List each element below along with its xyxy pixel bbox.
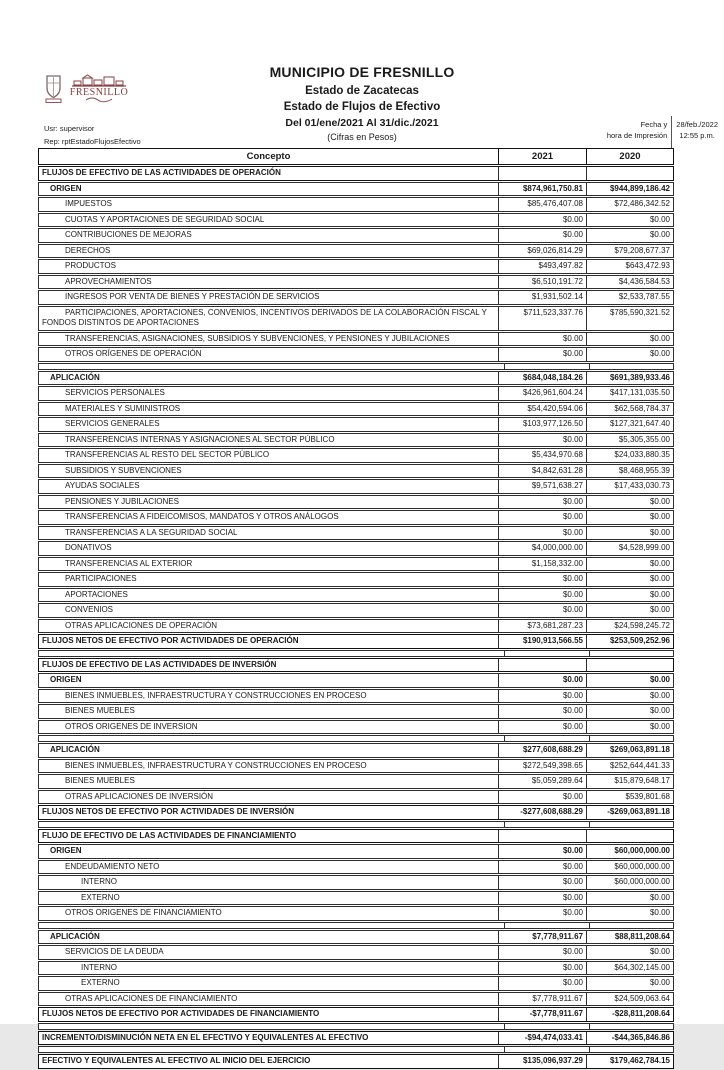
concept-cell: TRANSFERENCIAS AL EXTERIOR: [65, 558, 193, 568]
value-2021-cell: [504, 822, 589, 827]
value-2021-cell: $0.00: [498, 348, 586, 361]
table-row: [38, 275, 674, 290]
value-2020-cell: $2,533,787.55: [586, 291, 673, 304]
concept-cell: FLUJOS DE EFECTIVO DE LAS ACTIVIDADES DE OPERACIÓN: [42, 168, 281, 177]
cash-flow-table: [38, 148, 674, 1070]
concept-cell: MATERIALES Y SUMINISTROS: [65, 403, 181, 413]
value-2021-cell: $0.00: [498, 721, 586, 734]
column-header-2020: 2020: [586, 149, 673, 164]
table-row: [38, 961, 674, 976]
concept-cell: PENSIONES Y JUBILACIONES: [65, 496, 179, 506]
concept-cell: [39, 651, 504, 656]
value-2020-cell: $417,131,035.50: [586, 387, 673, 400]
concept-cell: [39, 923, 504, 928]
concept-cell: FLUJO DE EFECTIVO DE LAS ACTIVIDADES DE FINANCIAMIENTO: [42, 830, 297, 840]
cifras-note: (Cifras en Pesos): [327, 132, 397, 143]
value-2020-cell: $17,433,030.73: [586, 480, 673, 493]
column-header-2021: 2021: [498, 149, 586, 164]
value-2020-cell: $0.00: [586, 348, 673, 361]
table-row: [38, 526, 674, 541]
value-2021-cell: $277,608,688.29: [498, 744, 586, 757]
table-row: [38, 557, 674, 572]
value-2021-cell: $493,497.82: [498, 260, 586, 273]
value-2021-cell: $0.00: [498, 861, 586, 874]
table-row: [38, 228, 674, 243]
concept-cell: OTROS ORÍGENES DE OPERACIÓN: [65, 349, 202, 358]
value-2021-cell: $0.00: [498, 946, 586, 959]
concept-cell: INTERNO: [81, 877, 117, 886]
value-2020-cell: [589, 1047, 673, 1052]
user-label: Usr: supervisor: [44, 124, 95, 133]
table-row: [38, 433, 674, 448]
concept-cell: EXTERNO: [81, 892, 120, 902]
table-row: [38, 906, 674, 921]
value-2020-cell: [589, 923, 673, 928]
concept-cell: [39, 364, 504, 369]
table-row: [38, 371, 674, 386]
value-2020-cell: $0.00: [586, 977, 673, 990]
value-2020-cell: $252,644,441.33: [586, 760, 673, 773]
concept-cell: AYUDAS SOCIALES: [65, 481, 140, 490]
value-2020-cell: $24,598,245.72: [586, 620, 673, 633]
value-2021-cell: $0.00: [498, 527, 586, 540]
table-row: [38, 479, 674, 494]
table-row: [38, 634, 674, 649]
value-2020-cell: [589, 651, 673, 656]
value-2020-cell: $0.00: [586, 674, 673, 687]
value-2020-cell: $64,302,145.00: [586, 962, 673, 975]
table-row: [38, 689, 674, 704]
concept-cell: EXTERNO: [81, 978, 120, 987]
concept-cell: FLUJOS NETOS DE EFECTIVO POR ACTIVIDADES DE FINANCIAMIENTO: [42, 1009, 320, 1018]
value-2020-cell: $0.00: [586, 946, 673, 959]
table-row: [38, 829, 674, 844]
value-2021-cell: $0.00: [498, 229, 586, 242]
table-body: [38, 166, 674, 1069]
table-row: [38, 805, 674, 820]
value-2021-cell: $0.00: [498, 604, 586, 617]
value-2020-cell: $179,462,784.15: [586, 1055, 673, 1068]
concept-cell: APORTACIONES: [65, 589, 128, 599]
value-2021-cell: $0.00: [498, 705, 586, 718]
table-row: [38, 197, 674, 212]
value-2021-cell: $85,476,407.08: [498, 198, 586, 211]
value-2020-cell: $269,063,891.18: [586, 744, 673, 757]
concept-cell: CUOTAS Y APORTACIONES DE SEGURIDAD SOCIAL: [65, 214, 265, 224]
value-2021-cell: $7,778,911.67: [498, 931, 586, 944]
value-2021-cell: $0.00: [498, 674, 586, 687]
value-2021-cell: [504, 364, 589, 369]
value-2020-cell: [589, 1024, 673, 1029]
table-row: [38, 306, 674, 331]
value-2020-cell: $24,033,880.35: [586, 449, 673, 462]
value-2020-cell: $0.00: [586, 496, 673, 509]
print-date-block: [607, 116, 720, 151]
table-row: [38, 945, 674, 960]
value-2021-cell: $69,026,814.29: [498, 245, 586, 258]
value-2021-cell: $73,681,287.23: [498, 620, 586, 633]
value-2021-cell: $135,096,937.29: [498, 1055, 586, 1068]
value-2021-cell: $0.00: [498, 876, 586, 889]
table-row: [38, 1007, 674, 1022]
value-2020-cell: -$28,811,208.64: [586, 1008, 673, 1021]
spacer-row: [38, 1046, 674, 1053]
value-2020-cell: $0.00: [586, 511, 673, 524]
value-2021-cell: -$277,608,688.29: [498, 806, 586, 819]
concept-cell: TRANSFERENCIAS A FIDEICOMISOS, MANDATOS Y OTROS ANÁLOGOS: [65, 512, 339, 521]
concept-cell: OTROS ORIGENES DE INVERSION: [65, 721, 198, 731]
table-row: [38, 290, 674, 305]
value-2020-cell: $0.00: [586, 214, 673, 227]
value-2020-cell: $88,811,208.64: [586, 931, 673, 944]
concept-cell: INTERNO: [81, 962, 117, 972]
concept-cell: CONVENIOS: [65, 605, 114, 614]
value-2021-cell: $1,931,502.14: [498, 291, 586, 304]
value-2020-cell: $5,305,355.00: [586, 434, 673, 447]
table-row: [38, 875, 674, 890]
table-row: [38, 992, 674, 1007]
value-2020-cell: $691,389,933.46: [586, 372, 673, 385]
value-2021-cell: $54,420,594.06: [498, 403, 586, 416]
concept-cell: DERECHOS: [65, 245, 111, 255]
value-2021-cell: [498, 167, 586, 180]
value-2021-cell: $426,961,604.24: [498, 387, 586, 400]
table-row: [38, 844, 674, 859]
value-2021-cell: $0.00: [498, 573, 586, 586]
value-2021-cell: $6,510,191.72: [498, 276, 586, 289]
concept-cell: TRANSFERENCIAS INTERNAS Y ASIGNACIONES AL SECTOR PÚBLICO: [65, 434, 335, 444]
value-2020-cell: $0.00: [586, 589, 673, 602]
table-row: [38, 704, 674, 719]
concept-cell: [39, 1024, 504, 1029]
concept-cell: PARTICIPACIONES: [65, 574, 137, 583]
table-row: [38, 166, 674, 181]
value-2020-cell: $0.00: [586, 705, 673, 718]
table-row: [38, 259, 674, 274]
report-meta: [44, 122, 141, 148]
concept-cell: TRANSFERENCIAS AL RESTO DEL SECTOR PÚBLICO: [65, 450, 270, 459]
concept-cell: BIENES INMUEBLES, INFRAESTRUCTURA Y CONSTRUCCIONES EN PROCESO: [65, 690, 367, 700]
value-2020-cell: $24,509,063.64: [586, 993, 673, 1006]
value-2020-cell: [589, 364, 673, 369]
value-2020-cell: [586, 167, 673, 180]
value-2021-cell: $0.00: [498, 977, 586, 990]
table-row: [38, 860, 674, 875]
table-row: [38, 603, 674, 618]
value-2021-cell: $5,059,289.64: [498, 775, 586, 788]
concept-cell: APROVECHAMIENTOS: [65, 276, 152, 286]
table-row: [38, 448, 674, 463]
page-title: MUNICIPIO DE FRESNILLO: [269, 64, 455, 80]
concept-cell: PRODUCTOS: [65, 261, 116, 270]
value-2021-cell: $0.00: [498, 907, 586, 920]
concept-cell: TRANSFERENCIAS, ASIGNACIONES, SUBSIDIOS Y SUBVENCIONES, Y PENSIONES Y JUBILACIONES: [65, 333, 450, 343]
table-row: [38, 417, 674, 432]
table-row: [38, 244, 674, 259]
value-2021-cell: $4,842,631.28: [498, 465, 586, 478]
value-2021-cell: $0.00: [498, 589, 586, 602]
value-2021-cell: $190,913,566.55: [498, 635, 586, 648]
value-2020-cell: $944,899,186.42: [586, 183, 673, 196]
concept-cell: BIENES MUEBLES: [65, 706, 135, 715]
report-label: Rep: rptEstadoFlujosEfectivo: [44, 137, 141, 146]
concept-cell: FLUJOS DE EFECTIVO DE LAS ACTIVIDADES DE INVERSIÓN: [42, 659, 277, 669]
concept-cell: SUBSIDIOS Y SUBVENCIONES: [65, 465, 182, 475]
value-2020-cell: $0.00: [586, 558, 673, 571]
table-row: [38, 658, 674, 673]
report-period: Del 01/ene/2021 Al 31/dic./2021: [285, 117, 439, 130]
value-2020-cell: $643,472.93: [586, 260, 673, 273]
table-row: [38, 332, 674, 347]
concept-cell: PARTICIPACIONES, APORTACIONES, CONVENIOS, INCENTIVOS DERIVADOS DE LA COLABORACIÓN FISCAL Y FONDOS DISTINTOS DE APORTACIONES: [42, 307, 487, 327]
table-row: [38, 891, 674, 906]
value-2021-cell: -$94,474,033.41: [498, 1032, 586, 1045]
concept-cell: OTRAS APLICACIONES DE FINANCIAMIENTO: [65, 993, 238, 1003]
value-2020-cell: $0.00: [586, 333, 673, 346]
value-2020-cell: $60,000,000.00: [586, 876, 673, 889]
concept-cell: BIENES INMUEBLES, INFRAESTRUCTURA Y CONSTRUCCIONES EN PROCESO: [65, 760, 367, 770]
table-row: [38, 510, 674, 525]
value-2021-cell: $9,571,638.27: [498, 480, 586, 493]
table-row: [38, 347, 674, 362]
concept-cell: APLICACIÓN: [50, 931, 100, 941]
concept-cell: TRANSFERENCIAS A LA SEGURIDAD SOCIAL: [65, 527, 238, 537]
value-2021-cell: [498, 659, 586, 672]
print-date-value: [671, 116, 720, 151]
value-2020-cell: $0.00: [586, 892, 673, 905]
value-2021-cell: $0.00: [498, 845, 586, 858]
spacer-row: [38, 650, 674, 657]
concept-cell: SERVICIOS DE LA DEUDA: [65, 947, 164, 956]
table-row: [38, 759, 674, 774]
print-date: 28/feb./2022: [676, 120, 718, 129]
concept-cell: [39, 1047, 504, 1052]
value-2020-cell: $127,321,647.40: [586, 418, 673, 431]
table-row: [38, 495, 674, 510]
spacer-row: [38, 1023, 674, 1030]
value-2021-cell: $0.00: [498, 333, 586, 346]
table-row: [38, 790, 674, 805]
concept-cell: BIENES MUEBLES: [65, 776, 135, 785]
value-2021-cell: $7,778,911.67: [498, 993, 586, 1006]
concept-cell: FLUJOS NETOS DE EFECTIVO POR ACTIVIDADES DE INVERSIÓN: [42, 807, 295, 816]
concept-cell: SERVICIOS PERSONALES: [65, 388, 165, 397]
value-2020-cell: $4,528,999.00: [586, 542, 673, 555]
table-row: [38, 541, 674, 556]
value-2021-cell: $0.00: [498, 962, 586, 975]
table-row: [38, 588, 674, 603]
value-2021-cell: $272,549,398.65: [498, 760, 586, 773]
concept-cell: DONATIVOS: [65, 543, 112, 552]
value-2021-cell: $684,048,184.26: [498, 372, 586, 385]
print-time: 12:55 p.m.: [679, 131, 715, 140]
value-2020-cell: $539,801.68: [586, 791, 673, 804]
value-2020-cell: [589, 822, 673, 827]
spacer-row: [38, 363, 674, 370]
value-2020-cell: [589, 736, 673, 741]
table-row: [38, 182, 674, 197]
value-2020-cell: -$44,365,846.86: [586, 1032, 673, 1045]
value-2020-cell: $0.00: [586, 604, 673, 617]
value-2021-cell: $711,523,337.76: [498, 307, 586, 330]
concept-cell: ORIGEN: [50, 183, 82, 193]
table-row: [38, 1031, 674, 1046]
column-header-concepto: Concepto: [246, 151, 291, 162]
value-2020-cell: $15,879,648.17: [586, 775, 673, 788]
table-row: [38, 1054, 674, 1069]
spacer-row: [38, 821, 674, 828]
value-2021-cell: $0.00: [498, 214, 586, 227]
value-2020-cell: $0.00: [586, 721, 673, 734]
value-2021-cell: [498, 830, 586, 843]
concept-cell: [39, 736, 504, 741]
concept-cell: OTRAS APLICACIONES DE INVERSIÓN: [65, 791, 214, 801]
concept-cell: IMPUESTOS: [65, 199, 112, 208]
value-2020-cell: $60,000,000.00: [586, 845, 673, 858]
value-2020-cell: $62,568,784.37: [586, 403, 673, 416]
value-2021-cell: $103,977,126.50: [498, 418, 586, 431]
value-2020-cell: [586, 830, 673, 843]
value-2021-cell: $0.00: [498, 690, 586, 703]
value-2020-cell: $0.00: [586, 907, 673, 920]
value-2020-cell: $253,509,252.96: [586, 635, 673, 648]
concept-cell: OTROS ORIGENES DE FINANCIAMIENTO: [65, 908, 222, 917]
table-row: [38, 774, 674, 789]
table-row: [38, 673, 674, 688]
table-row: [38, 619, 674, 634]
concept-cell: SERVICIOS GENERALES: [65, 419, 160, 428]
concept-cell: APLICACIÓN: [50, 745, 100, 754]
spacer-row: [38, 922, 674, 929]
value-2021-cell: $4,000,000.00: [498, 542, 586, 555]
table-row: [38, 464, 674, 479]
concept-cell: INGRESOS POR VENTA DE BIENES Y PRESTACIÓN DE SERVICIOS: [65, 292, 320, 301]
value-2020-cell: $0.00: [586, 690, 673, 703]
value-2020-cell: $79,208,677.37: [586, 245, 673, 258]
table-row: [38, 213, 674, 228]
concept-cell: ENDEUDAMIENTO NETO: [65, 861, 160, 871]
state-subtitle: Estado de Zacatecas: [305, 84, 419, 97]
concept-cell: ORIGEN: [50, 675, 82, 684]
concept-cell: INCREMENTO/DISMINUCIÓN NETA EN EL EFECTIVO Y EQUIVALENTES AL EFECTIVO: [42, 1032, 369, 1042]
value-2020-cell: $0.00: [586, 573, 673, 586]
value-2020-cell: $60,000,000.00: [586, 861, 673, 874]
value-2021-cell: [504, 651, 589, 656]
value-2020-cell: $72,486,342.52: [586, 198, 673, 211]
table-row: [38, 402, 674, 417]
value-2021-cell: $0.00: [498, 434, 586, 447]
value-2021-cell: $874,961,750.81: [498, 183, 586, 196]
concept-cell: [39, 822, 504, 827]
value-2021-cell: $1,158,332.00: [498, 558, 586, 571]
value-2020-cell: $8,468,955.39: [586, 465, 673, 478]
table-row: [38, 572, 674, 587]
value-2021-cell: $0.00: [498, 496, 586, 509]
value-2020-cell: $4,436,584.53: [586, 276, 673, 289]
table-row: [38, 386, 674, 401]
concept-cell: CONTRIBUCIONES DE MEJORAS: [65, 230, 192, 239]
value-2020-cell: -$269,063,891.18: [586, 806, 673, 819]
value-2020-cell: $785,590,321.52: [586, 307, 673, 330]
logo-wordmark: FRESNILLO: [69, 87, 129, 98]
spacer-row: [38, 735, 674, 742]
table-row: [38, 720, 674, 735]
concept-cell: FLUJOS NETOS DE EFECTIVO POR ACTIVIDADES DE OPERACIÓN: [42, 636, 299, 645]
value-2021-cell: [504, 1024, 589, 1029]
concept-cell: OTRAS APLICACIONES DE OPERACIÓN: [65, 620, 218, 630]
value-2021-cell: [504, 736, 589, 741]
print-date-label: Fecha y hora de Impresión: [606, 120, 668, 140]
concept-cell: APLICACIÓN: [50, 372, 100, 382]
concept-cell: EFECTIVO Y EQUIVALENTES AL EFECTIVO AL INICIO DEL EJERCICIO: [42, 1056, 311, 1065]
table-header-row: [38, 148, 674, 165]
value-2021-cell: -$7,778,911.67: [498, 1008, 586, 1021]
value-2021-cell: $0.00: [498, 511, 586, 524]
value-2021-cell: $0.00: [498, 892, 586, 905]
value-2021-cell: [504, 923, 589, 928]
report-subtitle: Estado de Flujos de Efectivo: [283, 100, 441, 113]
value-2020-cell: $0.00: [586, 527, 673, 540]
value-2020-cell: $0.00: [586, 229, 673, 242]
concept-cell: ORIGEN: [50, 846, 82, 855]
value-2021-cell: $5,434,970.68: [498, 449, 586, 462]
value-2020-cell: [586, 659, 673, 672]
table-row: [38, 976, 674, 991]
table-row: [38, 743, 674, 758]
value-2021-cell: [504, 1047, 589, 1052]
table-row: [38, 930, 674, 945]
value-2021-cell: $0.00: [498, 791, 586, 804]
